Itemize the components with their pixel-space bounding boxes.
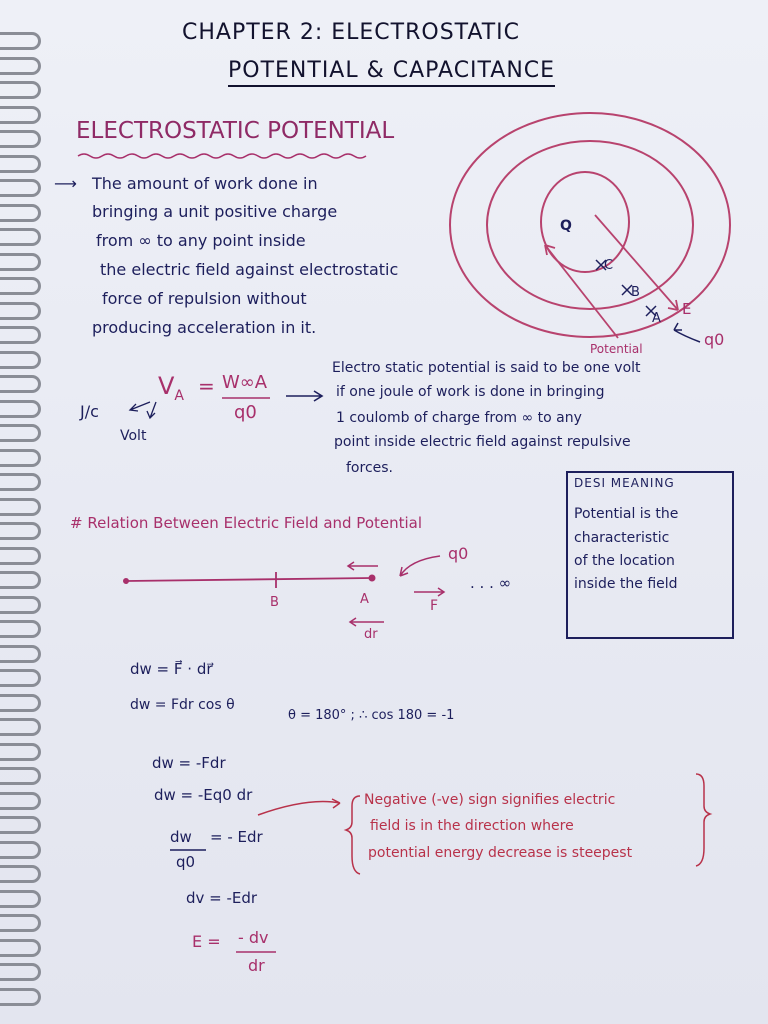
volt-note-line-5: forces. <box>346 460 393 476</box>
equation-7-denominator: dr <box>248 956 265 975</box>
volt-note-line-3: 1 coulomb of charge from ∞ to any <box>336 410 582 426</box>
heading-squiggle <box>78 154 366 158</box>
definition-line-5: force of repulsion without <box>102 289 307 308</box>
left-brace <box>346 796 360 874</box>
unit-volt: Volt <box>120 428 147 444</box>
equation-5-denominator: q0 <box>176 853 196 871</box>
chapter-title-line1: CHAPTER 2: ELECTROSTATIC <box>182 20 521 45</box>
desi-line-1: Potential is the <box>574 506 679 522</box>
desi-line-4: inside the field <box>574 576 678 592</box>
charge-q-label: Q <box>560 218 572 234</box>
equation-6: dv = -Edr <box>186 889 258 907</box>
formula-v: $V_A$ <box>158 372 184 404</box>
volt-note-line-2: if one joule of work is done in bringing <box>336 384 605 400</box>
desi-heading: DESI MEANING <box>574 476 675 490</box>
equation-4: dw = -Eq0 dr <box>154 786 253 804</box>
equation-2: dw = Fdr cos θ <box>130 697 235 713</box>
equation-7-numerator: - dv <box>238 928 269 947</box>
field-e-label: E <box>682 300 692 318</box>
definition-line-4: the electric field against electrostatic <box>100 260 399 279</box>
middle-circle <box>487 141 693 309</box>
equation-5-rhs: = - Edr <box>210 828 263 846</box>
desi-line-2: characteristic <box>574 530 670 546</box>
formula-denominator: q0 <box>234 402 257 423</box>
equation-1: dw = F⃗ · dr⃗ <box>130 660 213 678</box>
line-point-b: B <box>270 595 279 610</box>
equation-3: dw = -Fdr <box>152 754 226 772</box>
definition-line-3: from ∞ to any point inside <box>96 231 306 250</box>
unit-arrow-left <box>130 402 150 411</box>
q0-pointer <box>674 323 700 342</box>
diagram-q0-label: q0 <box>704 330 725 349</box>
dr-arrow <box>350 618 384 626</box>
equation-7-lhs: E = <box>192 932 221 951</box>
negative-note-line-1: Negative (-ve) sign signifies electric <box>364 792 616 808</box>
definition-line-1: The amount of work done in <box>92 174 318 193</box>
volt-note-line-4: point inside electric field against repulsive <box>334 434 631 450</box>
volt-note-line-1: Electro static potential is said to be one volt <box>332 360 641 376</box>
arrow-left-top <box>348 562 378 570</box>
force-arrow <box>414 588 444 596</box>
note-connector-arrow <box>258 799 340 815</box>
unit-jc: J/c <box>80 402 99 421</box>
definition-line-6: producing acceleration in it. <box>92 318 317 337</box>
chapter-title-line2: POTENTIAL & CAPACITANCE <box>228 58 555 87</box>
line-point-a: A <box>360 592 369 607</box>
point-b-label: B <box>631 285 640 300</box>
formula-arrow <box>286 391 322 401</box>
negative-note-line-2: field is in the direction where <box>370 818 574 834</box>
formula-equals: = <box>198 374 215 398</box>
arrow-bullet-icon: ⟶ <box>54 174 77 193</box>
point-c-label: C <box>604 258 614 273</box>
potential-direction-label: Potential <box>590 342 643 356</box>
formula-numerator: W∞A <box>222 372 268 393</box>
right-brace <box>696 774 710 866</box>
line-dr-label: dr <box>364 627 378 642</box>
section-heading-relation: # Relation Between Electric Field and Potential <box>70 514 423 532</box>
line-force-label: F <box>430 598 439 614</box>
point-a-label: A <box>652 311 661 326</box>
negative-note-line-3: potential energy decrease is steepest <box>368 845 633 861</box>
line-q0-label: q0 <box>448 544 469 563</box>
section-heading-potential: ELECTROSTATIC POTENTIAL <box>76 118 395 144</box>
unit-arrow-down <box>147 402 156 418</box>
equation-2-note: θ = 180° ; ∴ cos 180 = -1 <box>288 708 455 723</box>
number-line <box>126 578 372 581</box>
q0-curve-arrow <box>400 556 440 576</box>
line-infinity: . . . ∞ <box>470 574 512 592</box>
equation-5-numerator: dw <box>170 828 192 846</box>
desi-line-3: of the location <box>574 553 675 569</box>
definition-line-2: bringing a unit positive charge <box>92 202 338 221</box>
